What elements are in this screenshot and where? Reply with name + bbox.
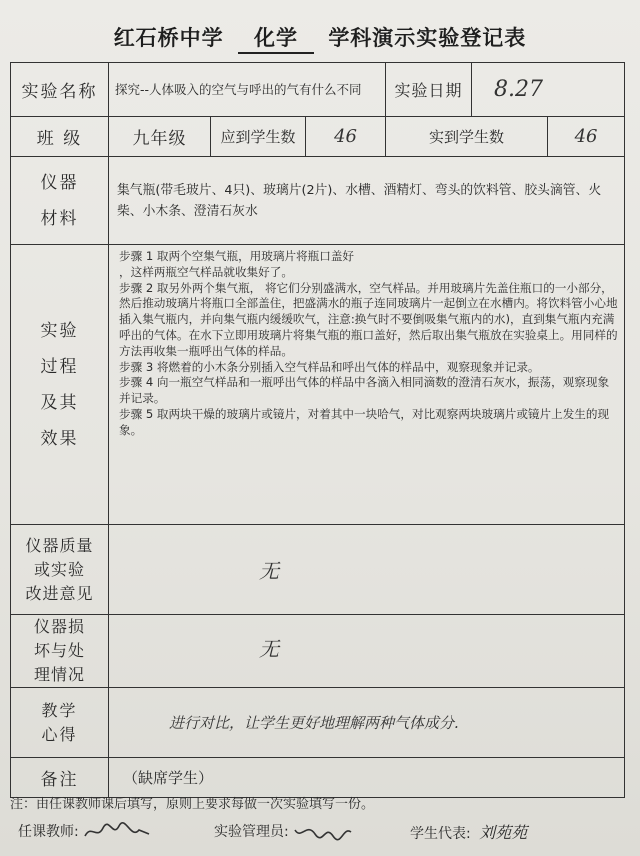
form-title-suffix: 学科演示实验登记表 xyxy=(328,26,527,50)
row-reflection xyxy=(11,688,625,758)
manager-label: 实验管理员: xyxy=(214,824,289,840)
teacher-signature xyxy=(18,820,153,844)
procedure-step-3: 步骤 3 将燃着的小木条分别插入空气样品和呼出气体的样品中，观察现象并记录。 xyxy=(119,359,540,374)
school-name: 红石桥中学 xyxy=(113,26,224,50)
procedure-step-5: 步骤 5 取两块干燥的玻璃片或镜片，对着其中一块哈气，对比观察两块玻璃片或镜片上发生的现象。 xyxy=(119,406,610,437)
apparatus-label xyxy=(11,157,109,245)
quality-label-line2: 或实验 xyxy=(33,559,85,579)
registration-table xyxy=(10,62,625,798)
remarks-value: （缺席学生） xyxy=(109,758,625,798)
remarks-label: 备注 xyxy=(11,758,109,798)
quality-label-line1: 仪器质量 xyxy=(25,535,94,555)
procedure-label-line2: 过程 xyxy=(40,356,79,377)
experiment-date-label: 实验日期 xyxy=(386,63,472,117)
teacher-signature-scrawl xyxy=(83,820,153,844)
damage-label-line3: 理情况 xyxy=(33,665,85,684)
actual-students-value: 46 xyxy=(548,117,625,157)
row-class-info xyxy=(11,117,625,157)
row-damage xyxy=(11,615,625,688)
procedure-label-line4: 效果 xyxy=(40,428,79,449)
footer-note: 注：由任课教师课后填写，原则上要求每做一次实验填写一份。 xyxy=(10,797,375,812)
quality-label xyxy=(11,525,109,615)
experiment-name-label: 实验名称 xyxy=(11,63,109,117)
procedure-step-1: 步骤 1 取两个空集气瓶，用玻璃片将瓶口盖好 ，这样两瓶空气样品就收集好了。 xyxy=(119,249,355,279)
page-title xyxy=(0,22,640,54)
procedure-label xyxy=(11,245,109,525)
reflection-label-line2: 心得 xyxy=(41,724,78,744)
procedure-step-2: 步骤 2 取另外两个集气瓶， 将它们分别盛满水，空气样品。并用玻璃片先盖住瓶口的一小部分，然后推动玻璃片将瓶口全部盖住，把盛满水的瓶子连同玻璃片一起倒立在水槽内。将饮料管小心地插入集气瓶内，并向集气瓶内缓缓吹气，注意:换气时不要倒吸集气瓶内的水)，直到集气瓶内充满呼出的气体。在水下立即用玻璃片将集气瓶的瓶口盖好，然后取出集气瓶放在实验桌上。用同样的方法再收集一瓶呼出气体的样品。 xyxy=(119,280,618,358)
experiment-name-value: 探究--人体吸入的空气与呼出的气有什么不同 xyxy=(109,63,386,117)
quality-value: 无 xyxy=(109,525,625,615)
apparatus-label-line2: 材料 xyxy=(40,208,79,229)
manager-signature xyxy=(214,820,353,844)
class-value: 九年级 xyxy=(109,117,211,157)
procedure-step-4: 步骤 4 向一瓶空气样品和一瓶呼出气体的样品中各滴入相同滴数的澄清石灰水，振荡，观察现象并记录。 xyxy=(119,375,610,406)
class-label: 班 级 xyxy=(11,117,109,157)
damage-label xyxy=(11,615,109,688)
experiment-date-value: 8.27 xyxy=(472,63,625,117)
row-procedure xyxy=(11,245,625,525)
row-experiment-name xyxy=(11,63,625,117)
damage-label-line2: 坏与处 xyxy=(33,641,85,660)
procedure-value xyxy=(109,245,625,525)
student-value: 刘苑苑 xyxy=(479,823,528,842)
student-signature xyxy=(410,820,527,843)
row-apparatus xyxy=(11,157,625,245)
reflection-value: 进行对比，让学生更好地理解两种气体成分. xyxy=(109,688,625,758)
student-label: 学生代表: xyxy=(410,826,471,842)
procedure-label-line1: 实验 xyxy=(40,320,79,341)
quality-label-line3: 改进意见 xyxy=(25,583,94,603)
row-quality xyxy=(11,525,625,615)
reflection-label xyxy=(11,688,109,758)
expected-students-label: 应到学生数 xyxy=(211,117,306,157)
actual-students-label: 实到学生数 xyxy=(386,117,548,157)
procedure-label-line3: 及其 xyxy=(40,392,79,413)
subject-name: 化学 xyxy=(238,22,314,54)
damage-label-line1: 仪器损 xyxy=(33,617,85,636)
teacher-label: 任课教师: xyxy=(18,824,79,840)
damage-value: 无 xyxy=(109,615,625,688)
reflection-label-line1: 教学 xyxy=(41,700,78,720)
expected-students-value: 46 xyxy=(306,117,386,157)
row-remarks xyxy=(11,758,625,798)
apparatus-label-line1: 仪器 xyxy=(40,172,79,193)
manager-signature-scrawl xyxy=(293,820,353,844)
apparatus-value: 集气瓶(带毛玻片、4只)、玻璃片(2片)、水槽、酒精灯、弯头的饮料管、胶头滴管、火柴、小木条、澄清石灰水 xyxy=(109,157,625,245)
